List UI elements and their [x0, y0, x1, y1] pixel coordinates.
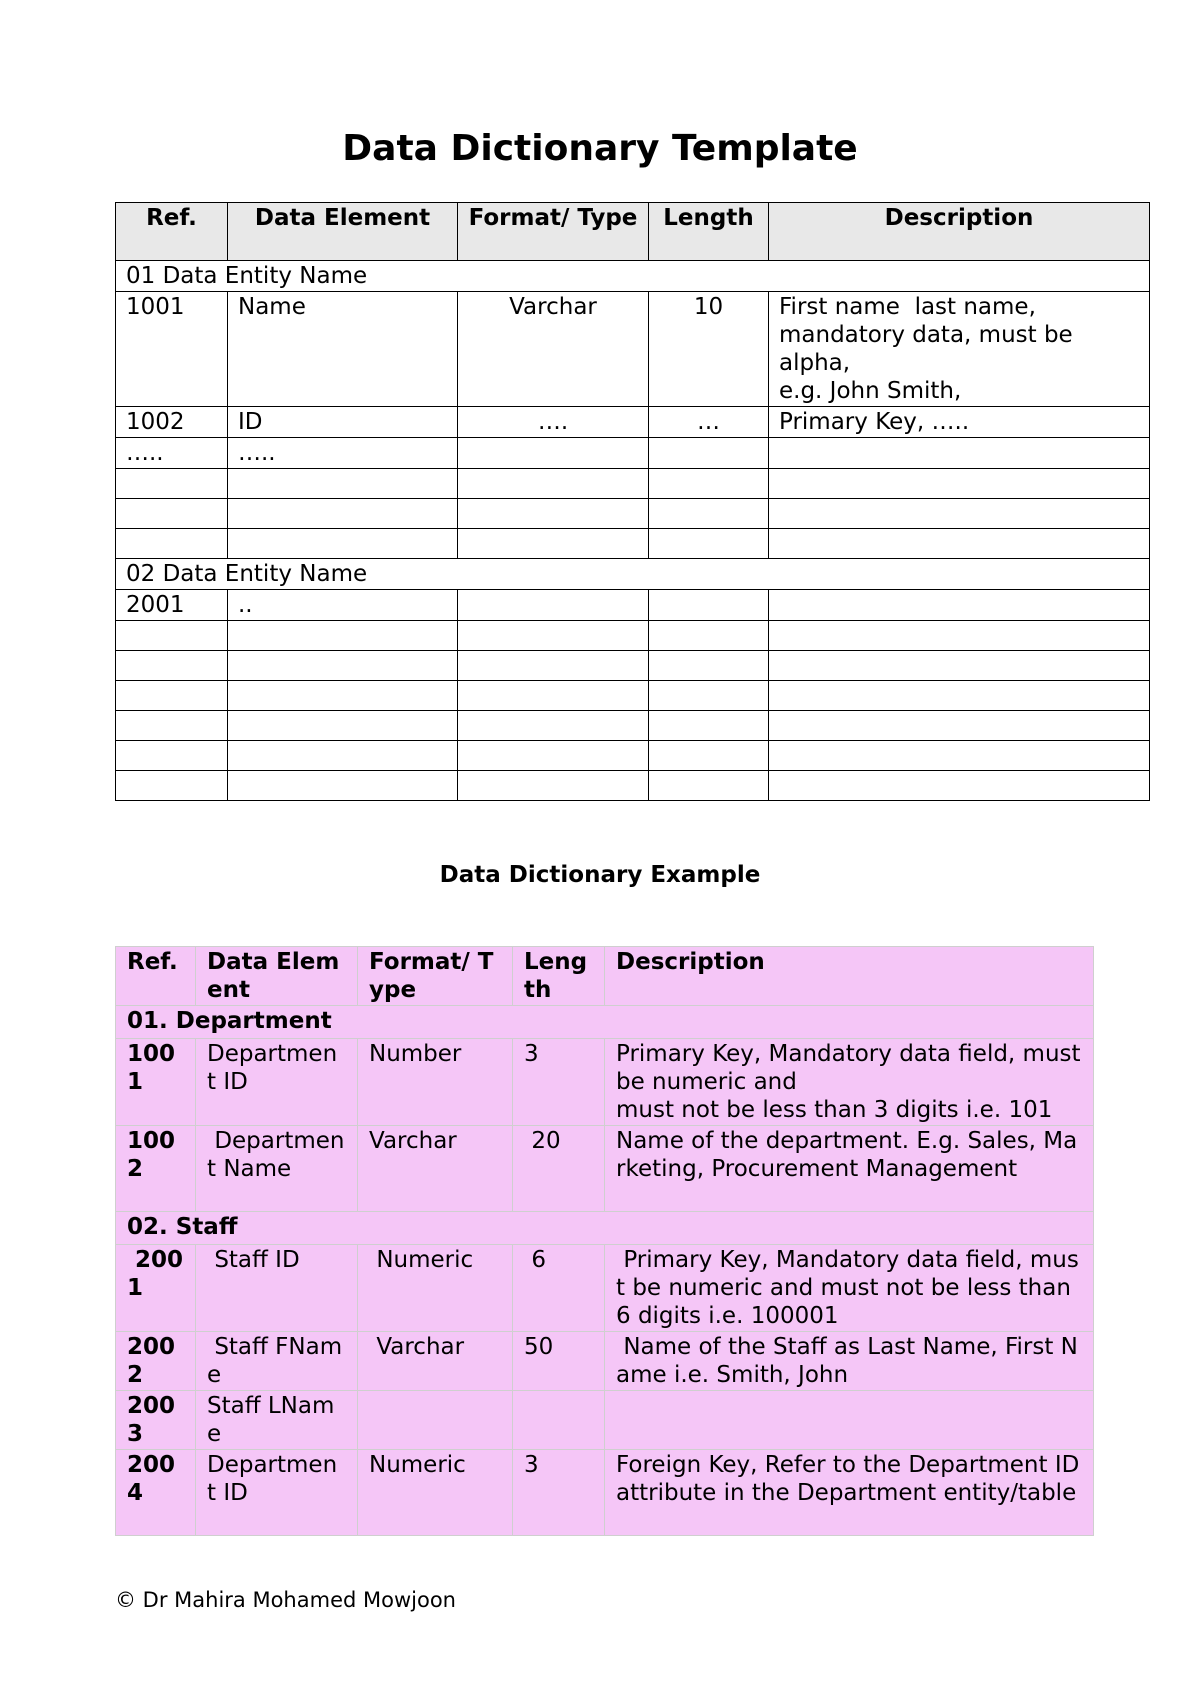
cell-format-type: Varchar: [358, 1126, 513, 1212]
table-row: [116, 711, 1150, 741]
header-data-element: Data Element: [228, 203, 458, 261]
header-length: Length: [513, 947, 605, 1006]
cell-data-element: Staff FName: [196, 1332, 358, 1391]
cell-ref: 1001: [116, 292, 228, 407]
cell-description: Primary Key, …..: [769, 407, 1150, 438]
cell-ref: 1001: [116, 1039, 196, 1126]
cell-description: Foreign Key, Refer to the Department ID attribute in the Department entity/table: [605, 1450, 1094, 1536]
table-row: [116, 469, 1150, 499]
table-row: [116, 292, 1150, 407]
cell-ref: 2001: [116, 590, 228, 621]
cell-description: [769, 681, 1150, 711]
cell-format-type: [458, 711, 649, 741]
table-row: [116, 590, 1150, 621]
cell-data-element: …..: [228, 438, 458, 469]
cell-ref: 2001: [116, 1245, 196, 1332]
cell-format-type: [458, 621, 649, 651]
cell-ref: [116, 681, 228, 711]
cell-data-element: ..: [228, 590, 458, 621]
cell-data-element: [228, 529, 458, 559]
cell-length: [649, 621, 769, 651]
data-dictionary-template-table: [115, 202, 1150, 801]
table-row: [116, 741, 1150, 771]
cell-ref: …..: [116, 438, 228, 469]
table-row: [116, 621, 1150, 651]
cell-ref: 1002: [116, 1126, 196, 1212]
cell-data-element: [228, 711, 458, 741]
data-dictionary-example-table: [115, 946, 1094, 1536]
header-data-element: Data Element: [196, 947, 358, 1006]
header-format-type: Format/ Type: [358, 947, 513, 1006]
cell-format-type: [458, 469, 649, 499]
entity-group-label: 02 Data Entity Name: [116, 559, 1150, 590]
cell-description: [605, 1391, 1094, 1450]
cell-data-element: [228, 499, 458, 529]
section-title: Data Dictionary Example: [439, 862, 761, 888]
table-header-row: [116, 203, 1150, 261]
cell-ref: 2003: [116, 1391, 196, 1450]
cell-length: 3: [513, 1039, 605, 1126]
cell-length: 50: [513, 1332, 605, 1391]
cell-ref: [116, 529, 228, 559]
cell-description: [769, 711, 1150, 741]
cell-format-type: [458, 438, 649, 469]
cell-data-element: [228, 771, 458, 801]
cell-data-element: Name: [228, 292, 458, 407]
cell-length: [513, 1391, 605, 1450]
cell-data-element: [228, 741, 458, 771]
cell-description: [769, 651, 1150, 681]
group-row: [116, 261, 1150, 292]
cell-length: [649, 469, 769, 499]
cell-description: Name of the Staff as Last Name, First Name i.e. Smith, John: [605, 1332, 1094, 1391]
cell-description: [769, 590, 1150, 621]
entity-group-label: 01. Department: [116, 1006, 1094, 1039]
cell-length: 6: [513, 1245, 605, 1332]
cell-ref: [116, 469, 228, 499]
copyright-footer: © Dr Mahira Mohamed Mowjoon: [115, 1588, 456, 1612]
cell-ref: 2002: [116, 1332, 196, 1391]
cell-length: [649, 711, 769, 741]
cell-format-type: [458, 741, 649, 771]
cell-description: First name last name, mandatory data, must be alpha, e.g. John Smith,: [769, 292, 1150, 407]
cell-description: Primary Key, Mandatory data field, must be numeric and must not be less than 3 digits i.e. 101: [605, 1039, 1094, 1126]
cell-data-element: Department Name: [196, 1126, 358, 1212]
table-header-row: [116, 947, 1094, 1006]
group-row: [116, 1006, 1094, 1039]
group-row: [116, 1212, 1094, 1245]
header-description: Description: [769, 203, 1150, 261]
cell-length: [649, 681, 769, 711]
table-row: [116, 499, 1150, 529]
header-ref: Ref.: [116, 203, 228, 261]
header-description: Description: [605, 947, 1094, 1006]
cell-description: Primary Key, Mandatory data field, must be numeric and must not be less than 6 digits i.e. 100001: [605, 1245, 1094, 1332]
cell-data-element: Staff LName: [196, 1391, 358, 1450]
group-row: [116, 559, 1150, 590]
cell-format-type: [458, 651, 649, 681]
cell-data-element: [228, 621, 458, 651]
table-row: [116, 1245, 1094, 1332]
cell-ref: 2004: [116, 1450, 196, 1536]
cell-format-type: [458, 499, 649, 529]
cell-length: 20: [513, 1126, 605, 1212]
table-row: [116, 681, 1150, 711]
cell-description: [769, 741, 1150, 771]
cell-data-element: [228, 681, 458, 711]
cell-data-element: [228, 651, 458, 681]
table-row: [116, 529, 1150, 559]
table-row: [116, 438, 1150, 469]
table-row: [116, 771, 1150, 801]
cell-format-type: [458, 681, 649, 711]
cell-length: …: [649, 407, 769, 438]
header-length: Length: [649, 203, 769, 261]
cell-data-element: Staff ID: [196, 1245, 358, 1332]
entity-group-label: 02. Staff: [116, 1212, 1094, 1245]
cell-format-type: Varchar: [358, 1332, 513, 1391]
cell-length: [649, 499, 769, 529]
entity-group-label: 01 Data Entity Name: [116, 261, 1150, 292]
cell-format-type: [458, 529, 649, 559]
cell-length: [649, 438, 769, 469]
cell-description: [769, 771, 1150, 801]
cell-format-type: ….: [458, 407, 649, 438]
cell-length: 10: [649, 292, 769, 407]
cell-format-type: Numeric: [358, 1450, 513, 1536]
cell-description: [769, 621, 1150, 651]
cell-format-type: [458, 771, 649, 801]
cell-length: 3: [513, 1450, 605, 1536]
cell-length: [649, 741, 769, 771]
header-ref: Ref.: [116, 947, 196, 1006]
cell-format-type: Number: [358, 1039, 513, 1126]
table-row: [116, 1039, 1094, 1126]
cell-length: [649, 590, 769, 621]
cell-length: [649, 529, 769, 559]
cell-data-element: Department ID: [196, 1450, 358, 1536]
cell-data-element: ID: [228, 407, 458, 438]
cell-format-type: Numeric: [358, 1245, 513, 1332]
cell-ref: [116, 651, 228, 681]
cell-ref: [116, 741, 228, 771]
cell-ref: [116, 621, 228, 651]
cell-length: [649, 771, 769, 801]
cell-data-element: [228, 469, 458, 499]
cell-format-type: [358, 1391, 513, 1450]
table-row: [116, 1332, 1094, 1391]
cell-format-type: [458, 590, 649, 621]
table-row: [116, 1391, 1094, 1450]
cell-description: [769, 529, 1150, 559]
cell-description: [769, 438, 1150, 469]
table-row: [116, 1126, 1094, 1212]
cell-length: [649, 651, 769, 681]
cell-description: [769, 499, 1150, 529]
cell-format-type: Varchar: [458, 292, 649, 407]
table-row: [116, 1450, 1094, 1536]
cell-ref: [116, 499, 228, 529]
cell-data-element: Department ID: [196, 1039, 358, 1126]
table-row: [116, 407, 1150, 438]
cell-description: [769, 469, 1150, 499]
cell-ref: [116, 771, 228, 801]
table-row: [116, 651, 1150, 681]
cell-ref: [116, 711, 228, 741]
header-format-type: Format/ Type: [458, 203, 649, 261]
cell-ref: 1002: [116, 407, 228, 438]
page-title: Data Dictionary Template: [342, 128, 858, 169]
cell-description: Name of the department. E.g. Sales, Marketing, Procurement Management: [605, 1126, 1094, 1212]
